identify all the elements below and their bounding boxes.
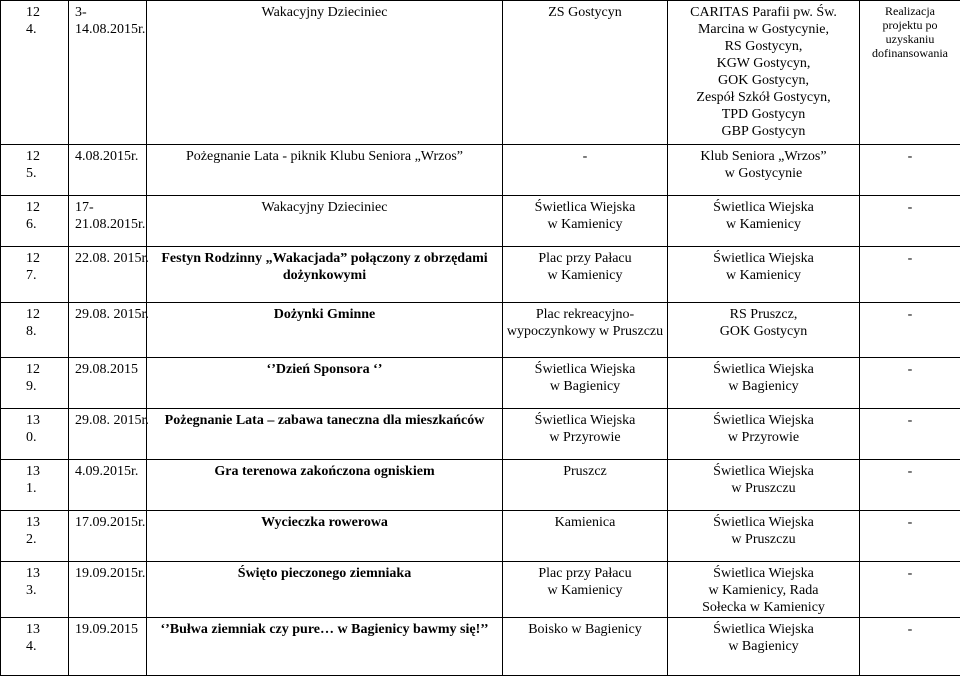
row-number-line: 13 bbox=[26, 413, 40, 428]
note-cell bbox=[860, 1, 960, 145]
place-line: Plac przy Pałacu bbox=[538, 566, 632, 581]
date-cell bbox=[69, 196, 147, 247]
table-row bbox=[1, 196, 960, 247]
event-title-line: Święto pieczonego ziemniaka bbox=[237, 566, 412, 581]
place-line: ZS Gostycyn bbox=[548, 5, 622, 20]
table-row bbox=[1, 409, 960, 460]
row-number-line: 13 bbox=[26, 566, 40, 581]
date-cell bbox=[69, 247, 147, 303]
organizer-line: Marcina w Gostycynie, bbox=[697, 22, 830, 37]
row-number-line: 12 bbox=[26, 251, 40, 266]
note-cell bbox=[860, 196, 960, 247]
date-line: 3- bbox=[75, 5, 87, 20]
row-number-line: 5. bbox=[26, 166, 37, 181]
organizer-cell bbox=[668, 303, 860, 358]
row-number-line: 7. bbox=[26, 268, 37, 283]
place-line: Kamienica bbox=[554, 515, 616, 530]
place-line: w Kamienicy bbox=[547, 268, 623, 283]
row-number-line: 2. bbox=[26, 532, 37, 547]
date-line: 17- bbox=[75, 200, 94, 215]
event-title-cell bbox=[147, 511, 503, 562]
row-number-cell bbox=[1, 196, 69, 247]
row-number-line: 3. bbox=[26, 583, 37, 598]
note-line: - bbox=[907, 362, 913, 377]
note-cell bbox=[860, 303, 960, 358]
place-line: Świetlica Wiejska bbox=[534, 413, 636, 428]
event-title-cell bbox=[147, 358, 503, 409]
organizer-line: Świetlica Wiejska bbox=[713, 251, 814, 266]
note-line: - bbox=[907, 251, 913, 266]
events-table-body bbox=[1, 1, 960, 676]
row-number-line: 12 bbox=[26, 307, 40, 322]
row-number-cell bbox=[1, 562, 69, 618]
row-number-line: 13 bbox=[26, 515, 40, 530]
event-title-cell bbox=[147, 409, 503, 460]
table-row bbox=[1, 247, 960, 303]
organizer-line: KGW Gostycyn, bbox=[716, 56, 811, 71]
date-line: 19.09.2015 bbox=[75, 622, 138, 637]
row-number-line: 4. bbox=[26, 22, 37, 37]
event-title-cell bbox=[147, 196, 503, 247]
event-title-line: Wakacyjny Dzieciniec bbox=[261, 5, 388, 20]
table-row bbox=[1, 1, 960, 145]
place-line: Pruszcz bbox=[563, 464, 607, 479]
organizer-line: GOK Gostycyn, bbox=[718, 73, 809, 88]
organizer-line: w Przyrowie bbox=[727, 430, 800, 445]
date-cell bbox=[69, 358, 147, 409]
note-cell bbox=[860, 511, 960, 562]
event-title-line: Wakacyjny Dzieciniec bbox=[261, 200, 388, 215]
organizer-cell bbox=[668, 358, 860, 409]
place-cell bbox=[503, 511, 668, 562]
note-cell bbox=[860, 618, 960, 676]
event-title-line: Pożegnanie Lata – zabawa taneczna dla mieszkańców bbox=[164, 413, 485, 428]
organizer-cell bbox=[668, 511, 860, 562]
organizer-line: GBP Gostycyn bbox=[721, 124, 806, 139]
organizer-line: Świetlica Wiejska bbox=[713, 413, 814, 428]
row-number-line: 9. bbox=[26, 379, 37, 394]
place-cell bbox=[503, 460, 668, 511]
organizer-line: Świetlica Wiejska bbox=[713, 362, 814, 377]
date-line: 21.08.2015r. bbox=[75, 217, 146, 232]
organizer-line: Świetlica Wiejska bbox=[713, 200, 814, 215]
place-line: - bbox=[582, 149, 588, 164]
organizer-line: w Pruszczu bbox=[731, 481, 796, 496]
organizer-line: w Kamienicy bbox=[725, 217, 802, 232]
table-row bbox=[1, 303, 960, 358]
date-line: 19.09.2015r. bbox=[75, 566, 146, 581]
place-line: w Kamienicy bbox=[547, 583, 623, 598]
organizer-line: TPD Gostycyn bbox=[721, 107, 806, 122]
organizer-line: w Bagienicy bbox=[728, 639, 799, 654]
organizer-cell bbox=[668, 618, 860, 676]
row-number-line: 12 bbox=[26, 149, 40, 164]
date-cell bbox=[69, 303, 147, 358]
place-cell bbox=[503, 562, 668, 618]
organizer-line: RS Pruszcz, bbox=[729, 307, 798, 322]
event-title-line: Dożynki Gminne bbox=[273, 307, 376, 322]
organizer-line: CARITAS Parafii pw. Św. bbox=[690, 5, 837, 20]
date-cell bbox=[69, 511, 147, 562]
note-line: dofinansowania bbox=[872, 46, 948, 60]
table-row bbox=[1, 562, 960, 618]
date-line: 14.08.2015r. bbox=[75, 22, 146, 37]
organizer-cell bbox=[668, 196, 860, 247]
organizer-line: Świetlica Wiejska bbox=[713, 566, 814, 581]
table-row bbox=[1, 145, 960, 196]
place-cell bbox=[503, 303, 668, 358]
row-number-line: 13 bbox=[26, 464, 40, 479]
event-title-line: ‘’Dzień Sponsora ‘’ bbox=[266, 362, 383, 377]
row-number-line: 8. bbox=[26, 324, 37, 339]
row-number-cell bbox=[1, 1, 69, 145]
place-cell bbox=[503, 196, 668, 247]
place-line: w Kamienicy bbox=[547, 217, 623, 232]
row-number-cell bbox=[1, 303, 69, 358]
note-cell bbox=[860, 460, 960, 511]
date-line: 29.08.2015 bbox=[75, 362, 138, 377]
note-line: Realizacja bbox=[885, 4, 935, 18]
row-number-cell bbox=[1, 358, 69, 409]
row-number-line: 12 bbox=[26, 200, 40, 215]
date-line: 17.09.2015r. bbox=[75, 515, 146, 530]
row-number-cell bbox=[1, 145, 69, 196]
date-line: 4.08.2015r. bbox=[75, 149, 139, 164]
organizer-line: w Bagienicy bbox=[728, 379, 799, 394]
note-line: - bbox=[907, 307, 913, 322]
row-number-line: 4. bbox=[26, 639, 37, 654]
date-line: 4.09.2015r. bbox=[75, 464, 139, 479]
note-line: projektu po bbox=[882, 18, 938, 32]
note-line: - bbox=[907, 515, 913, 530]
date-cell bbox=[69, 1, 147, 145]
event-title-cell bbox=[147, 618, 503, 676]
place-cell bbox=[503, 409, 668, 460]
organizer-line: Sołecka w Kamienicy bbox=[702, 600, 825, 615]
place-line: Plac rekreacyjno- bbox=[535, 307, 635, 322]
note-line: - bbox=[907, 200, 913, 215]
table-row bbox=[1, 511, 960, 562]
organizer-cell bbox=[668, 409, 860, 460]
row-number-line: 6. bbox=[26, 217, 37, 232]
row-number-line: 12 bbox=[26, 362, 40, 377]
event-title-cell bbox=[147, 562, 503, 618]
place-cell bbox=[503, 1, 668, 145]
row-number-cell bbox=[1, 247, 69, 303]
event-title-line: Festyn Rodzinny „Wakacjada” połączony z obrzędami bbox=[161, 251, 488, 266]
note-line: - bbox=[907, 464, 913, 479]
organizer-cell bbox=[668, 145, 860, 196]
note-cell bbox=[860, 409, 960, 460]
organizer-cell bbox=[668, 1, 860, 145]
event-title-line: dożynkowymi bbox=[282, 268, 367, 283]
date-cell bbox=[69, 562, 147, 618]
event-title-cell bbox=[147, 145, 503, 196]
note-cell bbox=[860, 562, 960, 618]
date-cell bbox=[69, 460, 147, 511]
place-line: w Przyrowie bbox=[549, 430, 621, 445]
organizer-line: GOK Gostycyn bbox=[719, 324, 808, 339]
event-title-cell bbox=[147, 460, 503, 511]
place-line: Plac przy Pałacu bbox=[538, 251, 632, 266]
table-row bbox=[1, 460, 960, 511]
note-line: uzyskaniu bbox=[885, 32, 935, 46]
place-line: Świetlica Wiejska bbox=[534, 362, 636, 377]
event-title-line: Gra terenowa zakończona ogniskiem bbox=[214, 464, 435, 479]
event-title-line: Wycieczka rowerowa bbox=[261, 515, 388, 530]
organizer-cell bbox=[668, 562, 860, 618]
row-number-cell bbox=[1, 511, 69, 562]
note-cell bbox=[860, 358, 960, 409]
date-cell bbox=[69, 145, 147, 196]
note-cell bbox=[860, 145, 960, 196]
place-cell bbox=[503, 618, 668, 676]
organizer-line: w Kamienicy bbox=[725, 268, 802, 283]
date-line: 29.08. 2015r. bbox=[75, 413, 149, 428]
organizer-line: Klub Seniora „Wrzos” bbox=[700, 149, 827, 164]
organizer-line: w Kamienicy, Rada bbox=[708, 583, 819, 598]
date-line: 29.08. 2015r. bbox=[75, 307, 149, 322]
row-number-line: 1. bbox=[26, 481, 37, 496]
organizer-cell bbox=[668, 247, 860, 303]
organizer-line: Świetlica Wiejska bbox=[713, 622, 814, 637]
note-line: - bbox=[907, 413, 913, 428]
organizer-line: w Gostycynie bbox=[724, 166, 803, 181]
place-line: w Bagienicy bbox=[549, 379, 621, 394]
place-line: Świetlica Wiejska bbox=[534, 200, 636, 215]
organizer-line: Zespół Szkół Gostycyn, bbox=[696, 90, 831, 105]
organizer-line: RS Gostycyn, bbox=[724, 39, 803, 54]
event-title-cell bbox=[147, 303, 503, 358]
organizer-line: w Pruszczu bbox=[731, 532, 796, 547]
row-number-line: 13 bbox=[26, 622, 40, 637]
place-cell bbox=[503, 247, 668, 303]
organizer-line: Świetlica Wiejska bbox=[713, 464, 814, 479]
place-cell bbox=[503, 358, 668, 409]
row-number-line: 0. bbox=[26, 430, 37, 445]
table-row bbox=[1, 358, 960, 409]
place-cell bbox=[503, 145, 668, 196]
table-row bbox=[1, 618, 960, 676]
organizer-line: Świetlica Wiejska bbox=[713, 515, 814, 530]
note-line: - bbox=[907, 622, 913, 637]
date-line: 22.08. 2015r. bbox=[75, 251, 149, 266]
place-line: wypoczynkowy w Pruszczu bbox=[506, 324, 664, 339]
place-line: Boisko w Bagienicy bbox=[528, 622, 642, 637]
event-title-cell bbox=[147, 1, 503, 145]
row-number-line: 12 bbox=[26, 5, 40, 20]
date-cell bbox=[69, 409, 147, 460]
note-line: - bbox=[907, 566, 913, 581]
organizer-cell bbox=[668, 460, 860, 511]
row-number-cell bbox=[1, 618, 69, 676]
note-cell bbox=[860, 247, 960, 303]
row-number-cell bbox=[1, 409, 69, 460]
row-number-cell bbox=[1, 460, 69, 511]
event-title-cell bbox=[147, 247, 503, 303]
event-title-line: Pożegnanie Lata - piknik Klubu Seniora „Wrzos” bbox=[185, 149, 463, 164]
event-title-line: ‘’Bułwa ziemniak czy pure… w Bagienicy bawmy się!’’ bbox=[160, 622, 489, 637]
date-cell bbox=[69, 618, 147, 676]
note-line: - bbox=[907, 149, 913, 164]
